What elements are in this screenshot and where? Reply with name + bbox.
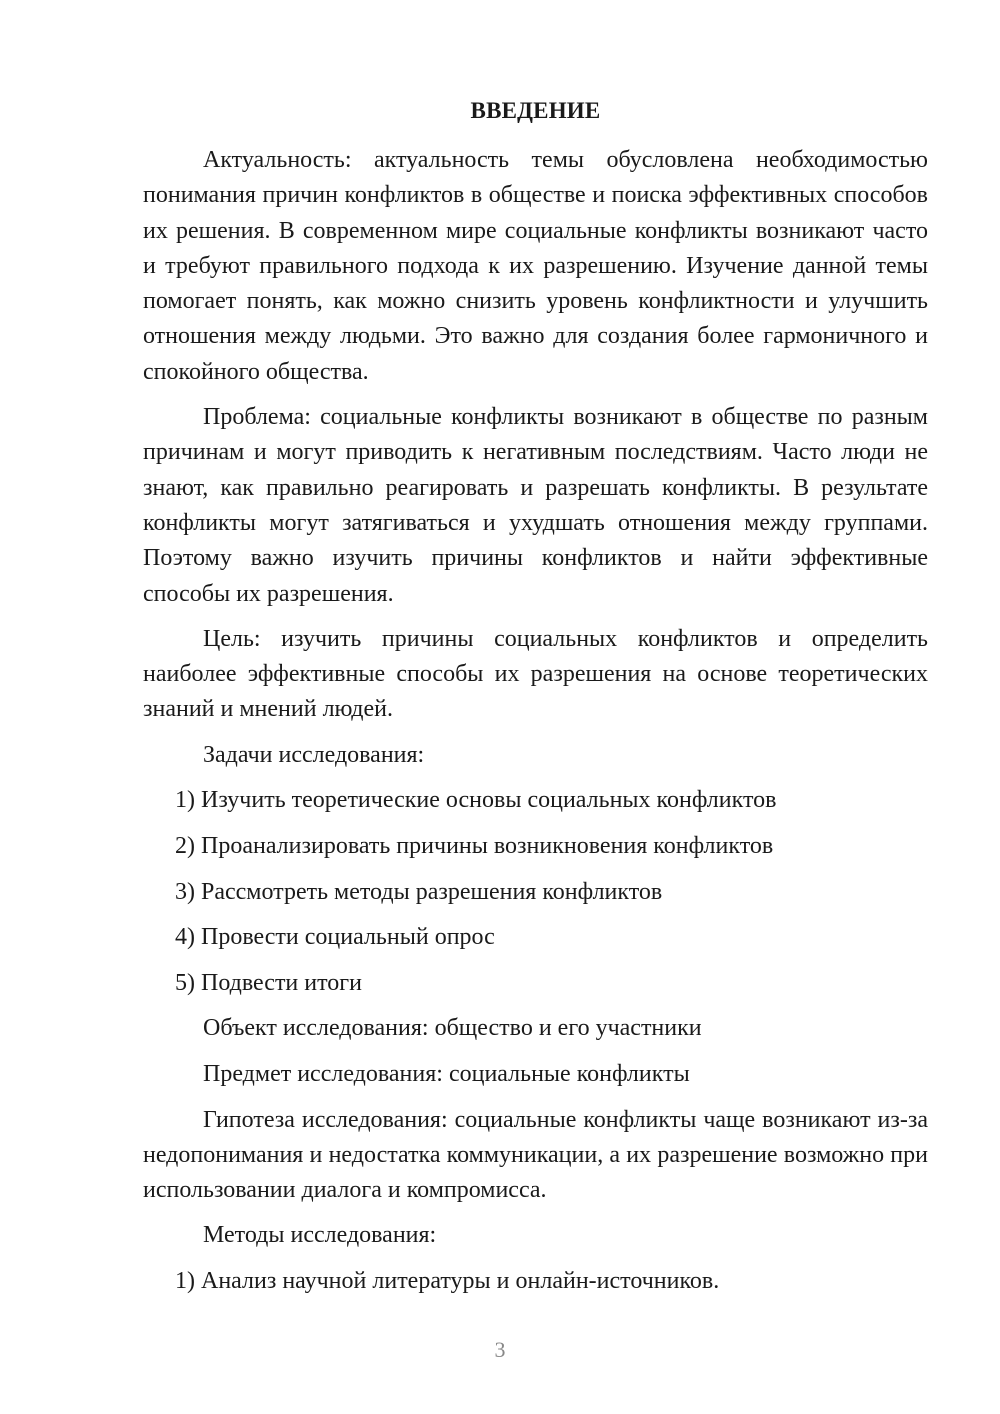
research-subject: Предмет исследования: социальные конфликты [203, 1060, 690, 1087]
task-item: 1) Изучить теоретические основы социальных конфликтов [175, 787, 777, 814]
tasks-title: Задачи исследования: [203, 741, 425, 768]
task-item: 3) Рассмотреть методы разрешения конфликтов [175, 878, 663, 905]
task-item: 4) Провести социальный опрос [175, 924, 495, 951]
problem-paragraph: Проблема: социальные конфликты возникают в обществе по разным причинам и могут приводить к негативным последствиям. Часто люди не знают, как правильно реагировать и разрешать конфликты. В результате конфликты могут затягиваться и ухудшать отношения между группами. Поэтому важно изучить причины конфликтов и найти эффективные способы их разрешения. [143, 404, 928, 607]
section-heading: ВВЕДЕНИЕ [470, 98, 601, 123]
page-content [143, 95, 928, 1310]
relevance-paragraph: Актуальность: актуальность темы обусловлена необходимостью понимания причин конфликтов в обществе и поиска эффективных способов их решения. В современном мире социальные конфликты возникают часто и требуют правильного подхода к их разрешению. Изучение данной темы помогает понять, как можно снизить уровень конфликтности и улучшить отношения между людьми. Это важно для создания более гармоничного и спокойного общества. [143, 147, 928, 385]
methods-title: Методы исследования: [203, 1222, 437, 1249]
research-object: Объект исследования: общество и его участники [203, 1015, 702, 1042]
task-item: 5) Подвести итоги [175, 969, 362, 996]
goal-paragraph: Цель: изучить причины социальных конфликтов и определить наиболее эффективные способы их разрешения на основе теоретических знаний и мнений людей. [143, 625, 928, 723]
method-item: 1) Анализ научной литературы и онлайн-источников. [175, 1267, 720, 1294]
page-number: 3 [494, 1337, 506, 1362]
task-item: 2) Проанализировать причины возникновения конфликтов [175, 832, 774, 859]
hypothesis-paragraph: Гипотеза исследования: социальные конфликты чаще возникают из-за недопонимания и недостатка коммуникации, а их разрешение возможно при использовании диалога и компромисса. [143, 1106, 928, 1204]
